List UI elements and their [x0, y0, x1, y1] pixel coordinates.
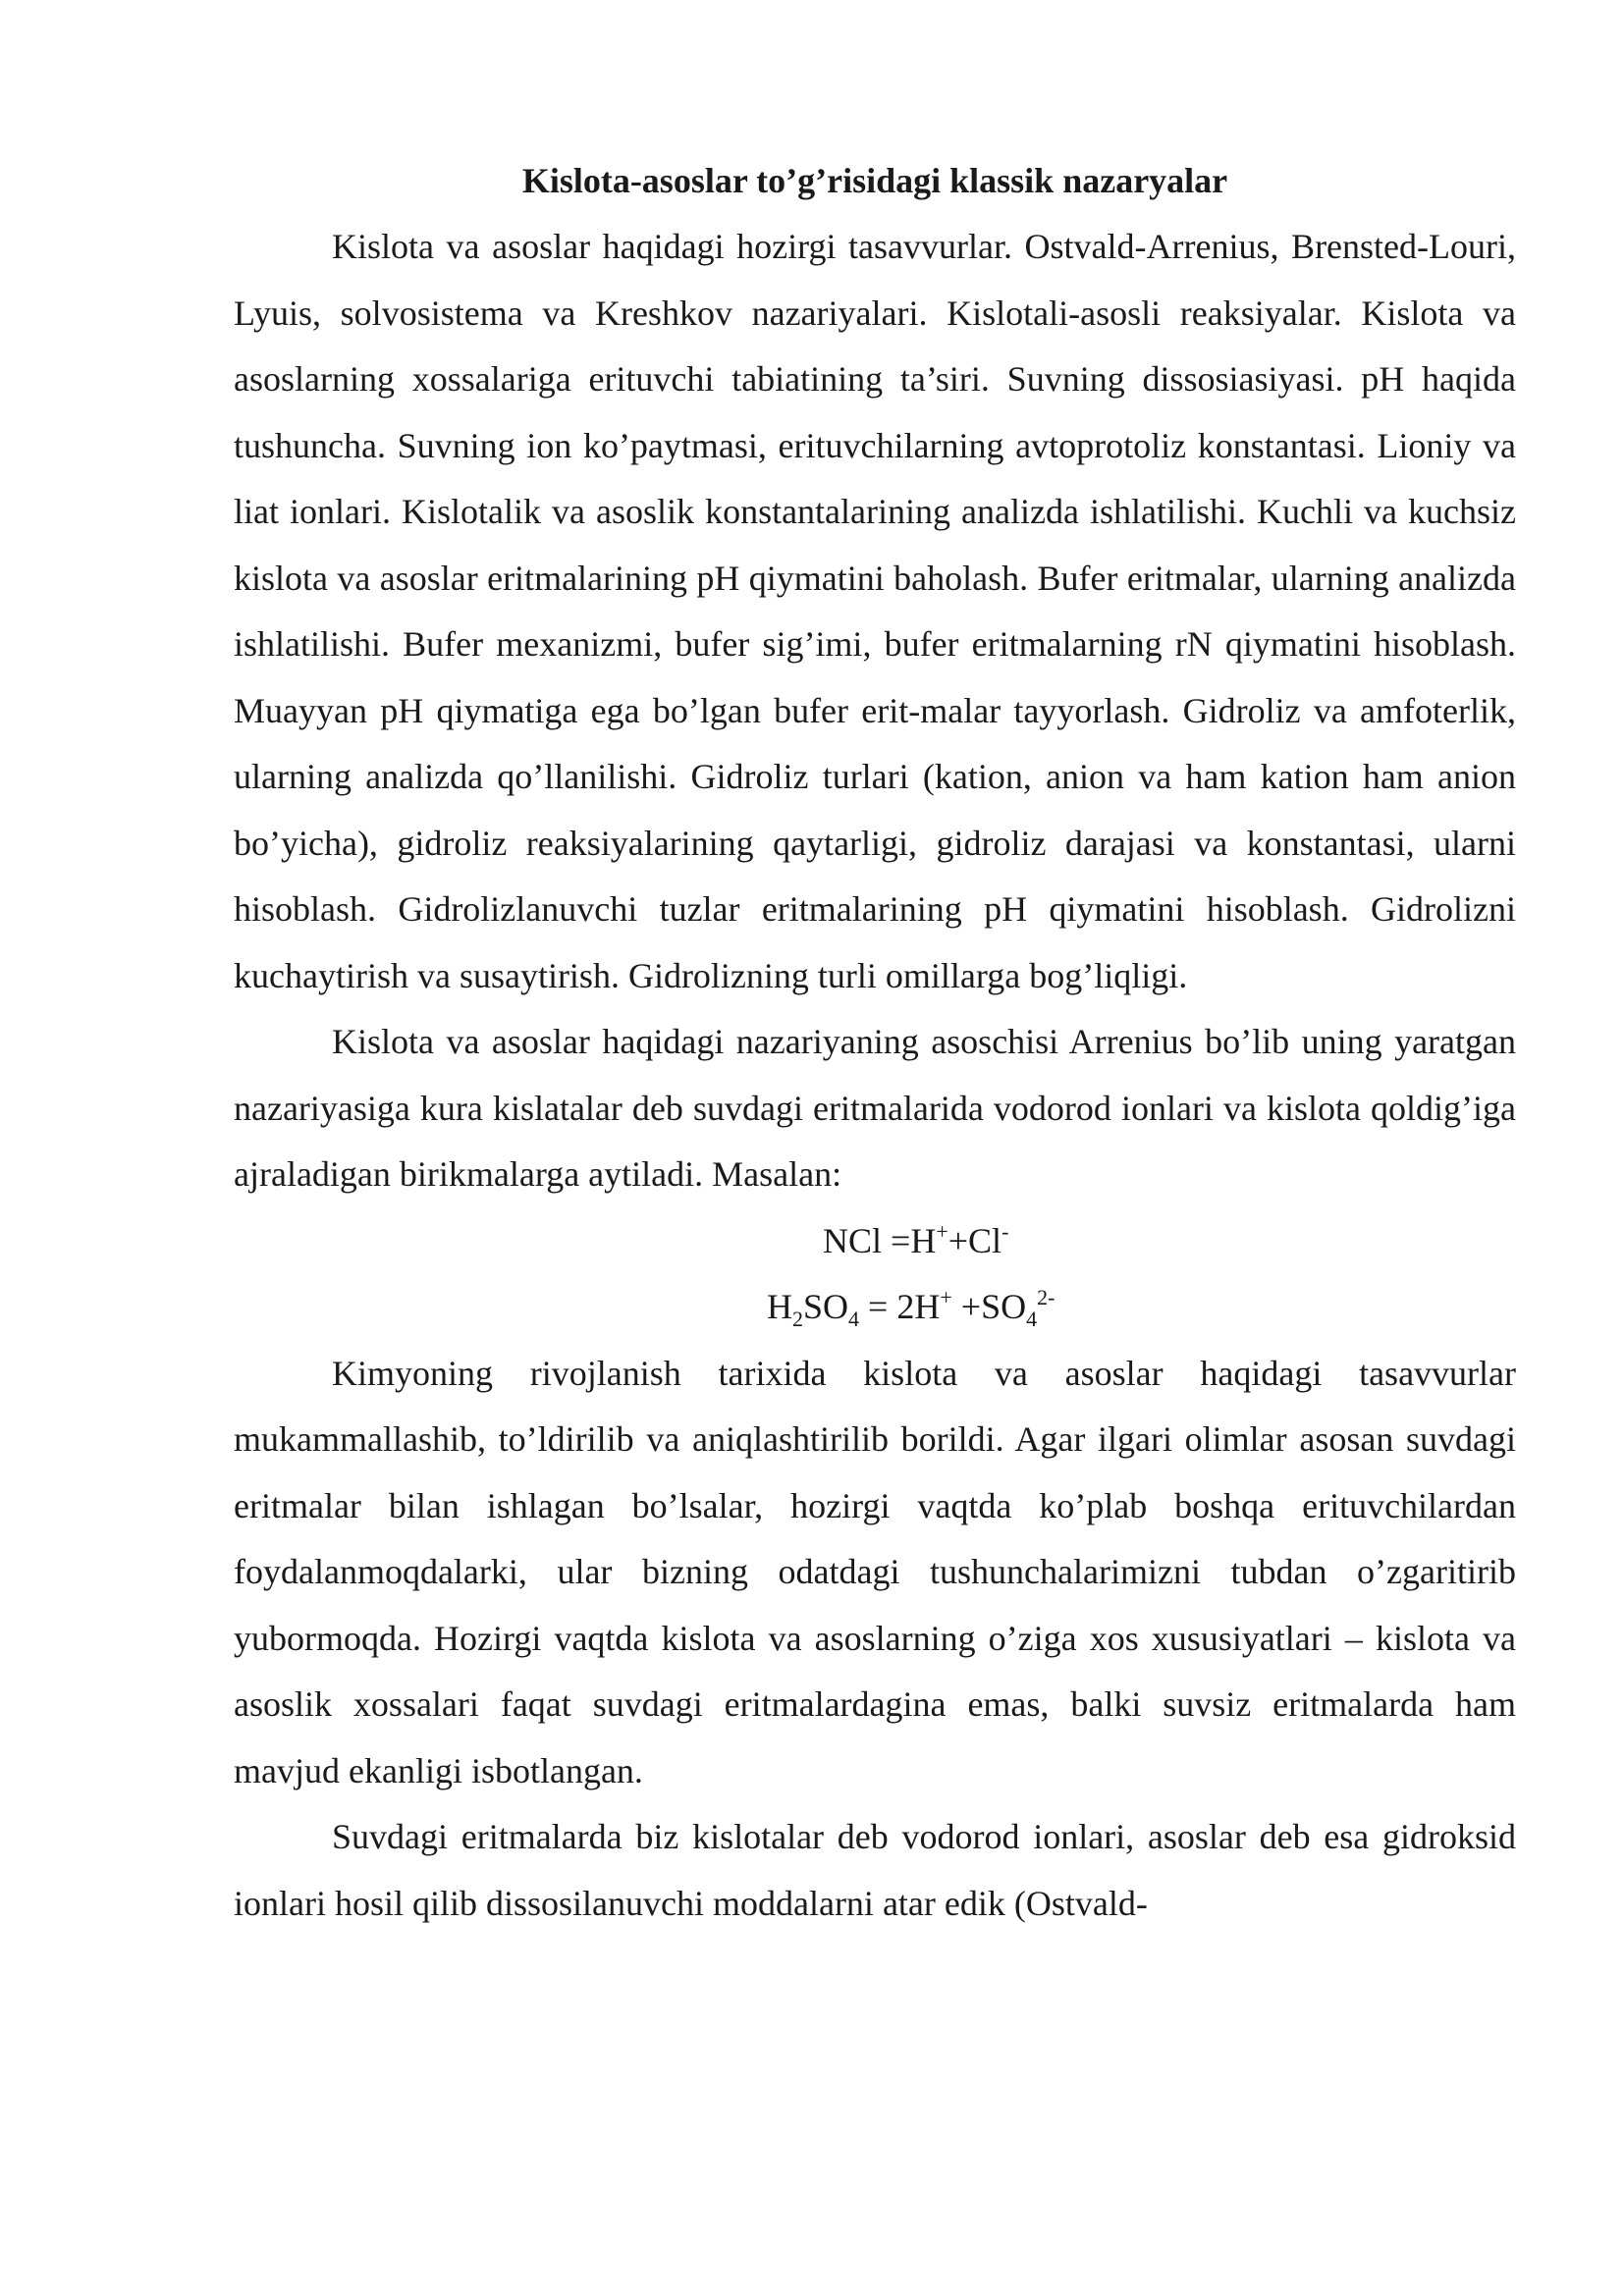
paragraph-4: Suvdagi eritmalarda biz kislotalar deb vodorod ionlari, asoslar deb esa gidroksid ionlari hosil qilib dissosilanuvchi moddalarni atar edik (Ostvald- — [234, 1817, 1516, 1923]
document-title: Kislota-asoslar to’g’risidagi klassik nazaryalar — [521, 161, 1228, 200]
formula-h2so4-p4: +SO — [951, 1287, 1027, 1326]
formula-hcl-mid: +Cl — [947, 1220, 1002, 1260]
paragraph-2: Kislota va asoslar haqidagi nazariyaning asoschisi Arrenius bo’lib uning yaratgan nazariyasiga kura kislatalar deb suvdagi eritmalarida vodorod ionlari va kislota qoldig’iga ajraladigan birikmalarga aytiladi. Masalan: — [234, 1022, 1516, 1194]
formula-h2so4-sup2: 2- — [1037, 1285, 1056, 1309]
formula-hcl-lhs: NCl =H — [823, 1220, 937, 1260]
document-page — [234, 147, 1516, 1937]
formula-hcl — [234, 1208, 1516, 1275]
paragraph-1: Kislota va asoslar haqidagi hozirgi tasavvurlar. Ostvald-Arrenius, Brensted-Louri, Lyuis, solvosistema va Kreshkov nazariyalari. Kislotali-asosli reaksiyalar. Kislota va asoslarning xossalariga erituvchi tabiatining ta’siri. Suvning dissosiasiyasi. pH haqida tushuncha. Suvning ion ko’paytmasi, erituvchilarning avtoprotoliz konstantasi. Lioniy va liat ionlari. Kislotalik va asoslik konstantalarining analizda ishlatilishi. Kuchli va kuchsiz kislota va asoslar eritmalarining pH qiymatini baholash. Bufer eritmalar, ularning analizda ishlatilishi. Bufer mexanizmi, bufer sig’imi, bufer eritmalarning rN qiymatini hisoblash. Muayyan pH qiymatiga ega bo’lgan bufer erit-malar tayyorlash. Gidroliz va amfoterlik, ularning analizda qo’llanilishi. Gidroliz turlari (kation, anion va ham kation ham anion bo’yicha), gidroliz reaksiyalarining qaytarligi, gidroliz darajasi va konstantasi, ularni hisoblash. Gidrolizlanuvchi tuzlar eritmalarining pH qiymatini hisoblash. Gidrolizni kuchaytirish va susaytirish. Gidrolizning turli omillarga bog’liqligi. — [234, 227, 1516, 995]
formula-h2so4-p2: SO — [803, 1287, 849, 1326]
formula-h2so4 — [234, 1274, 1516, 1341]
formula-h2so4-sub3: 4 — [1026, 1307, 1038, 1331]
formula-hcl-sup1: + — [936, 1218, 948, 1244]
formula-h2so4-sub2: 4 — [848, 1307, 860, 1331]
formula-h2so4-sub1: 2 — [792, 1307, 803, 1331]
formula-h2so4-p3: = 2H — [859, 1287, 941, 1326]
paragraph-3: Kimyoning rivojlanish tarixida kislota va asoslar haqidagi tasavvurlar mukammallashib, to’ldirilib va aniqlashtirilib borildi. Agar ilgari olimlar asosan suvdagi eritmalar bilan ishlagan bo’lsalar, hozirgi vaqtda ko’plab boshqa erituvchilardan foydalanmoqdalarki, ular bizning odatdagi tushunchalarimizni tubdan o’zgaritirib yubormoqda. Hozirgi vaqtda kislota va asoslarning o’ziga xos xususiyatlari – kislota va asoslik xossalari faqat suvdagi eritmalardagina emas, balki suvsiz eritmalarda ham mavjud ekanligi isbotlangan. — [234, 1353, 1516, 1790]
formula-h2so4-p1: H — [767, 1287, 792, 1326]
formula-h2so4-sup1: + — [940, 1285, 952, 1309]
formula-hcl-sup2: - — [1001, 1218, 1009, 1244]
